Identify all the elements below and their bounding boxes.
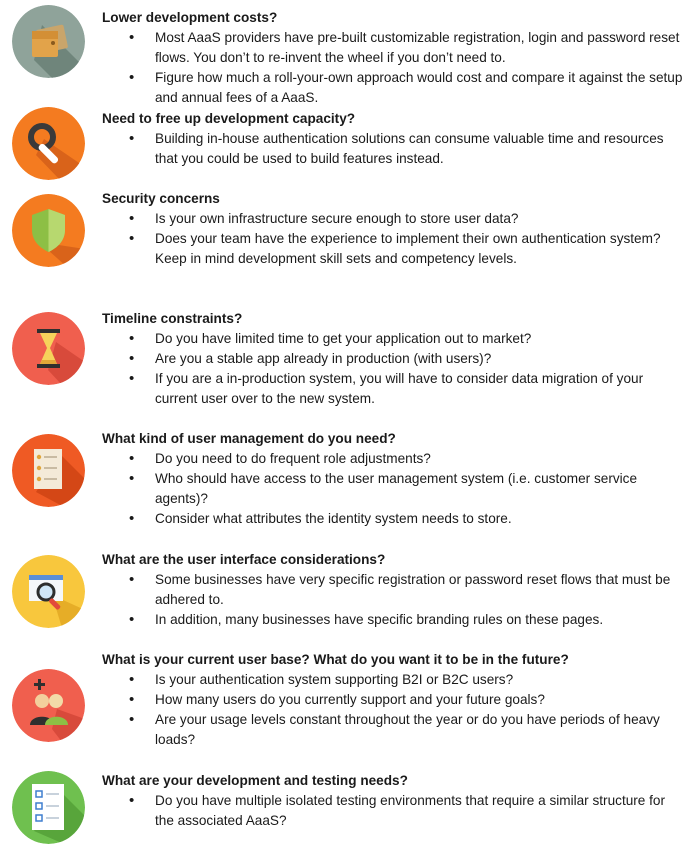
list-item: • Figure how much a roll-your-own approach would cost and compare it against the setup and annual fees of a AaaS. (102, 68, 685, 108)
section-title: What is your current user base? What do you want it to be in the future? (102, 652, 569, 667)
browser-search-icon (12, 555, 85, 628)
list-item: • Does your team have the experience to implement their own authentication system? Keep in mind development skill sets and competency levels. (102, 229, 685, 269)
list-item: • Consider what attributes the identity system needs to store. (102, 509, 685, 529)
checklist-icon (12, 771, 85, 844)
list-item: • If you are a in-production system, you will have to consider data migration of your current user over to the new system. (102, 369, 685, 409)
bullet-list (102, 670, 685, 750)
list-item: • Are your usage levels constant throughout the year or do you have periods of heavy loads? (102, 710, 685, 750)
bullet-list (102, 129, 685, 169)
list-item: • How many users do you currently support and your future goals? (102, 690, 685, 710)
shield-icon (12, 194, 85, 267)
section-title: What are your development and testing needs? (102, 773, 408, 788)
list-item: • Are you a stable app already in production (with users)? (102, 349, 685, 369)
list-item: • Building in-house authentication solutions can consume valuable time and resources that you could be used to build features instead. (102, 129, 685, 169)
bullet-list (102, 570, 685, 630)
list-item: • In addition, many businesses have specific branding rules on these pages. (102, 610, 685, 630)
bullet-list (102, 329, 685, 409)
list-item: • Do you have multiple isolated testing environments that require a similar structure for the associated AaaS? (102, 791, 685, 831)
list-item: • Most AaaS providers have pre-built customizable registration, login and password reset flows. You don’t to re-invent the wheel if you don’t need to. (102, 28, 685, 68)
bullet-list (102, 209, 685, 269)
section-title: Lower development costs? (102, 10, 278, 25)
user-list-icon (12, 434, 85, 507)
list-item: • Is your authentication system supporting B2I or B2C users? (102, 670, 685, 690)
list-item: • Who should have access to the user management system (i.e. customer service agents)? (102, 469, 685, 509)
list-item: • Is your own infrastructure secure enough to store user data? (102, 209, 685, 229)
bullet-list (102, 791, 685, 831)
list-item: • Some businesses have very specific registration or password reset flows that must be adhered to. (102, 570, 685, 610)
list-item: • Do you have limited time to get your application out to market? (102, 329, 685, 349)
section-title: Need to free up development capacity? (102, 111, 356, 126)
section-title: Timeline constraints? (102, 311, 243, 326)
wrench-gear-icon (12, 107, 85, 180)
list-item: • Do you need to do frequent role adjustments? (102, 449, 685, 469)
bullet-list (102, 28, 685, 108)
wallet-icon (12, 5, 85, 78)
section-title: What kind of user management do you need? (102, 431, 396, 446)
add-users-icon (12, 669, 85, 742)
hourglass-icon (12, 312, 85, 385)
bullet-list (102, 449, 685, 529)
section-title: Security concerns (102, 191, 220, 206)
section-title: What are the user interface considerations? (102, 552, 386, 567)
